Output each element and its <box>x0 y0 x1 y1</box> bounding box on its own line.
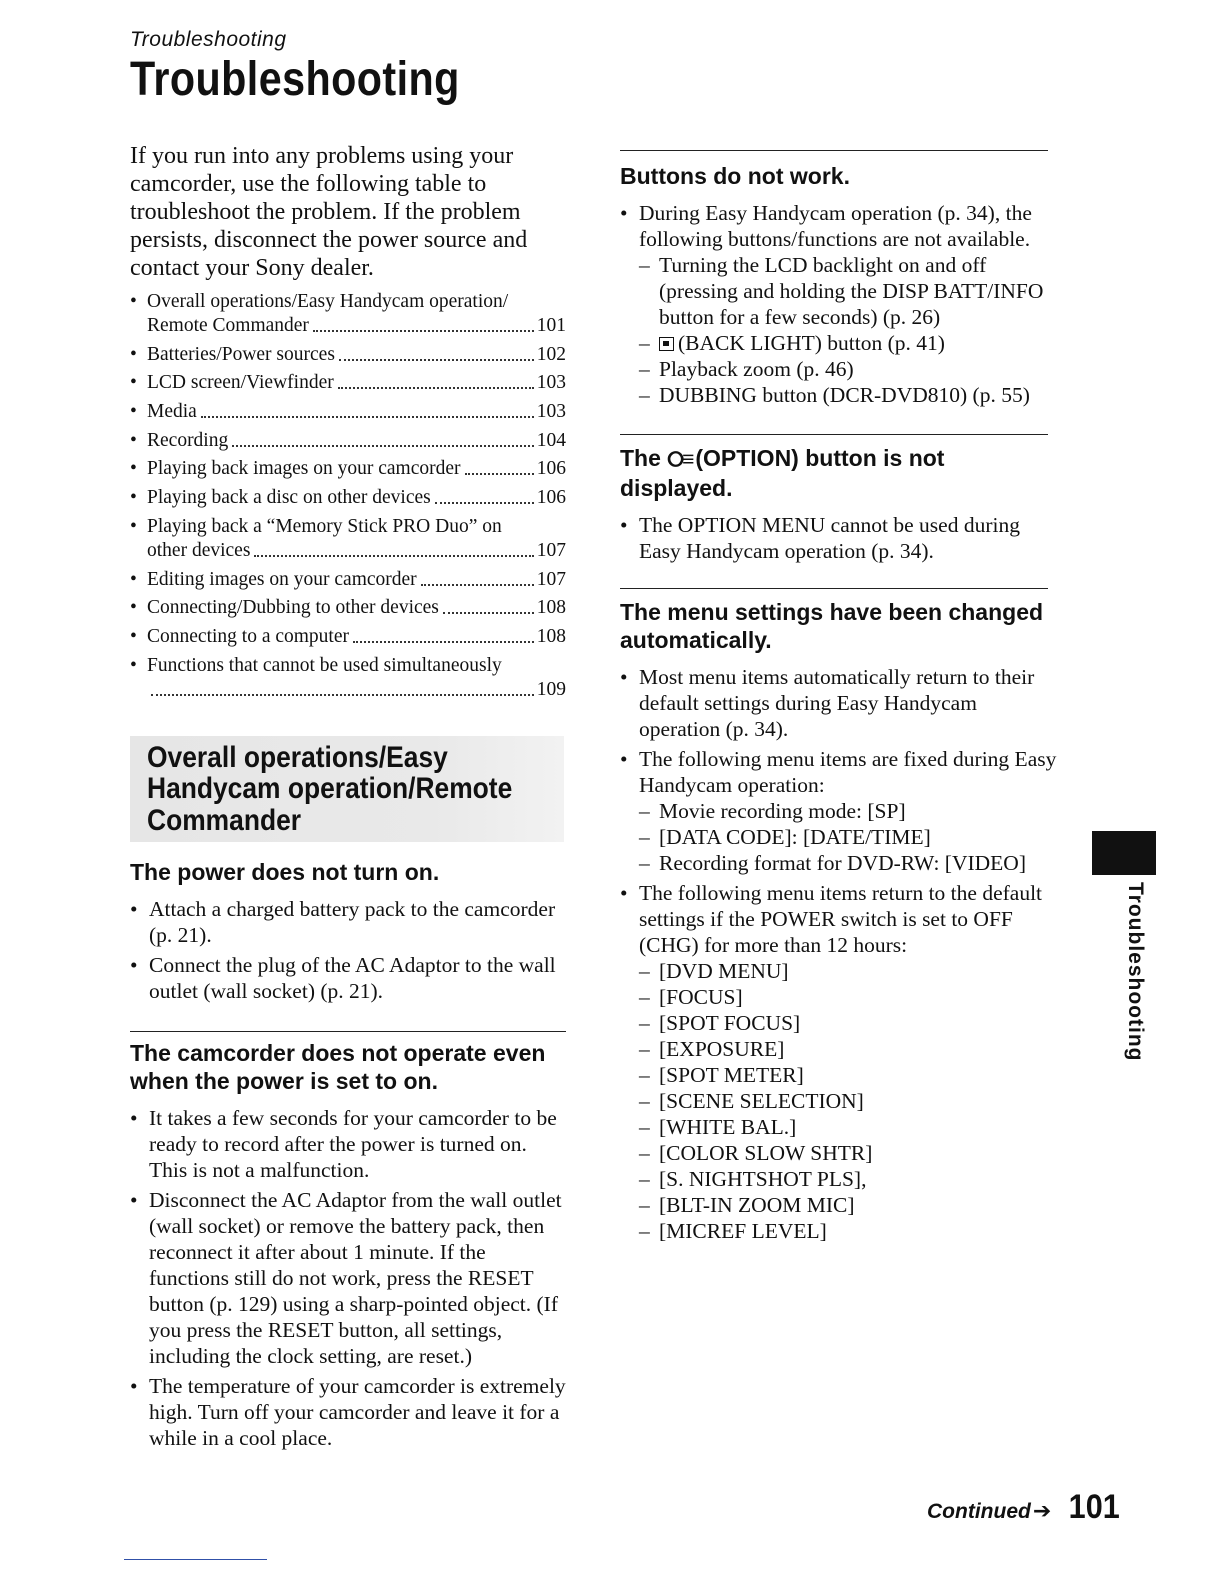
toc-leader-dots <box>353 641 534 643</box>
toc-item[interactable]: • Batteries/Power sources 102 <box>130 343 566 367</box>
toc-item[interactable]: • Recording 104 <box>130 429 566 453</box>
section-band-title: Overall operations/Easy Handycam operation/Remote Commander <box>147 740 513 837</box>
toc-leader-dots <box>465 473 534 475</box>
toc-item[interactable]: • Connecting/Dubbing to other devices 108 <box>130 596 566 620</box>
toc-leader-dots <box>435 502 534 504</box>
bullet-item: • It takes a few seconds for your camcorder to be ready to record after the power is turned on. This is not a malfunction. <box>130 1105 566 1183</box>
toc-leader-dots <box>201 416 534 418</box>
toc-item[interactable]: • Playing back a “Memory Stick PRO Duo” on other devices 107 <box>130 515 566 563</box>
dash-item: – (BACK LIGHT) button (p. 41) <box>639 330 1060 356</box>
heading-not-operate: The camcorder does not operate even when the power is set to on. <box>130 1039 546 1094</box>
dash-item: – [S. NIGHTSHOT PLS], <box>639 1166 1060 1192</box>
running-header: Troubleshooting <box>130 28 287 51</box>
section-divider <box>130 1031 566 1032</box>
heading-menu-changed: The menu settings have been changed automatically. <box>620 599 1044 653</box>
bullet-item: • Most menu items automatically return to their default settings during Easy Handycam operation (p. 34). <box>620 664 1060 742</box>
dash-item: – Turning the LCD backlight on and off (pressing and holding the DISP BATT/INFO button for a few seconds) (p. 26) <box>639 252 1060 330</box>
option-icon: ⭘≡ <box>667 448 693 471</box>
bullet-item: • The temperature of your camcorder is extremely high. Turn off your camcorder and leave it for a while in a cool place. <box>130 1373 566 1451</box>
bullet-list <box>130 1105 566 1451</box>
dash-item: – [COLOR SLOW SHTR] <box>639 1140 1060 1166</box>
dash-list <box>639 252 1060 408</box>
footnote-rule <box>124 1559 267 1560</box>
toc-leader-dots <box>313 330 534 332</box>
page-title: Troubleshooting <box>130 53 460 106</box>
dash-item: – [SPOT METER] <box>639 1062 1060 1088</box>
page-number: 101 <box>1068 1488 1120 1526</box>
bullet-item: • The OPTION MENU cannot be used during Easy Handycam operation (p. 34). <box>620 512 1060 564</box>
dash-item: – [DVD MENU] <box>639 958 1060 984</box>
dash-item: – [FOCUS] <box>639 984 1060 1010</box>
dash-item: – [EXPOSURE] <box>639 1036 1060 1062</box>
bullet-list <box>130 896 566 1004</box>
dash-item: – [BLT-IN ZOOM MIC] <box>639 1192 1060 1218</box>
section-divider <box>620 434 1048 435</box>
toc-item[interactable]: • Overall operations/Easy Handycam operation/ Remote Commander 101 <box>130 290 566 338</box>
toc-item[interactable]: • Media 103 <box>130 400 566 424</box>
dash-item: – Movie recording mode: [SP] <box>639 798 1060 824</box>
right-column <box>620 150 1060 1248</box>
bullet-item: • During Easy Handycam operation (p. 34), the following buttons/functions are not available. – Turning the LCD backlight on and off (pressing and holding the DISP BATT/INFO button for a few seconds) (p. 26) – (BACK LIGHT) button (p. 41) – Playback zoom (p. 46) – DUBBING button (DCR-DVD810) (p. 55) <box>620 200 1060 408</box>
dash-list <box>639 798 1060 876</box>
bullet-item: • The following menu items return to the default settings if the POWER switch is set to OFF (CHG) for more than 12 hours: – [DVD MENU] – [FOCUS] – [SPOT FOCUS] – [EXPOSURE] – [SPOT METER] – [SCENE SELECTION] – [WHITE BAL.] – [COLOR SLOW SHTR] – [S. NIGHTSHOT PLS], – [BLT-IN ZOOM MIC] – [MICREF LEVEL] <box>620 880 1060 1244</box>
section-band <box>130 736 564 842</box>
dash-item: – [WHITE BAL.] <box>639 1114 1060 1140</box>
bullet-item: • Connect the plug of the AC Adaptor to the wall outlet (wall socket) (p. 21). <box>130 952 566 1004</box>
side-tab-marker <box>1092 831 1156 875</box>
dash-item: – DUBBING button (DCR-DVD810) (p. 55) <box>639 382 1060 408</box>
section-divider <box>620 150 1048 151</box>
side-tab-label: Troubleshooting <box>1124 882 1147 1062</box>
bullet-item: • The following menu items are fixed during Easy Handycam operation: – Movie recording mode: [SP] – [DATA CODE]: [DATE/TIME] – Recording format for DVD-RW: [VIDEO] <box>620 746 1060 876</box>
toc-leader-dots <box>151 694 534 696</box>
toc-leader-dots <box>254 555 533 557</box>
dash-item: – [SCENE SELECTION] <box>639 1088 1060 1114</box>
dash-item: – [SPOT FOCUS] <box>639 1010 1060 1036</box>
toc-leader-dots <box>338 387 534 389</box>
bullet-item: • Attach a charged battery pack to the camcorder (p. 21). <box>130 896 566 948</box>
toc-leader-dots <box>443 612 534 614</box>
bullet-list <box>620 200 1060 408</box>
backlight-icon <box>659 337 674 351</box>
toc-list <box>130 290 566 702</box>
toc-item[interactable]: • Functions that cannot be used simultaneously 109 <box>130 654 566 702</box>
toc-leader-dots <box>232 445 534 447</box>
toc-item[interactable]: • LCD screen/Viewfinder 103 <box>130 371 566 395</box>
dash-list <box>639 958 1060 1244</box>
toc-leader-dots <box>339 359 534 361</box>
toc-item[interactable]: • Playing back a disc on other devices 106 <box>130 486 566 510</box>
dash-item: – [MICREF LEVEL] <box>639 1218 1060 1244</box>
toc-item[interactable]: • Playing back images on your camcorder 106 <box>130 457 566 481</box>
heading-power-not-on: The power does not turn on. <box>130 858 440 885</box>
bullet-item: • Disconnect the AC Adaptor from the wall outlet (wall socket) or remove the battery pack, then reconnect it after about 1 minute. If the functions still do not work, press the RESET button (p. 129) using a sharp-pointed object. (If you press the RESET button, all settings, including the clock setting, are reset.) <box>130 1187 566 1369</box>
heading-buttons-not-work: Buttons do not work. <box>620 163 850 189</box>
dash-item: – [DATA CODE]: [DATE/TIME] <box>639 824 1060 850</box>
bullet-list <box>620 664 1060 1244</box>
toc-leader-dots <box>421 584 534 586</box>
heading-option-not-displayed: The ⭘≡ (OPTION) button is not displayed. <box>620 445 945 501</box>
toc-item[interactable]: • Editing images on your camcorder 107 <box>130 568 566 592</box>
toc-item[interactable]: • Connecting to a computer 108 <box>130 625 566 649</box>
continued-label[interactable]: Continued <box>927 1500 1031 1523</box>
bullet-list <box>620 512 1060 564</box>
dash-item: – Playback zoom (p. 46) <box>639 356 1060 382</box>
page-footer <box>927 1488 1120 1527</box>
left-column <box>130 142 566 1455</box>
section-divider <box>620 588 1048 589</box>
dash-item: – Recording format for DVD-RW: [VIDEO] <box>639 850 1060 876</box>
arrow-right-icon: ➔ <box>1032 1498 1052 1523</box>
intro-paragraph: If you run into any problems using your camcorder, use the following table to troubleshoot the problem. If the problem persists, disconnect the power source and contact your Sony dealer. <box>130 143 528 281</box>
